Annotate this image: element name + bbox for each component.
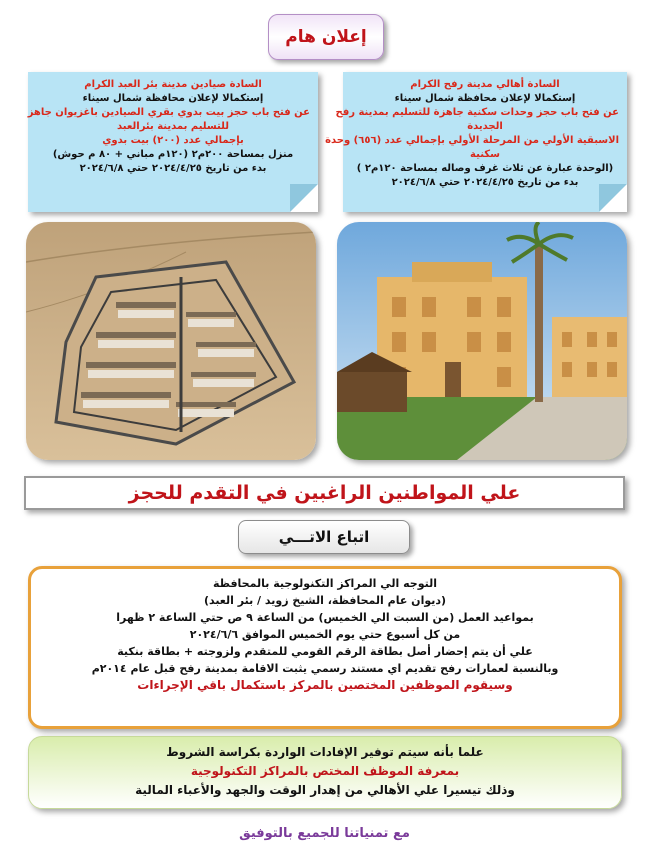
notice-line: (الوحدة عبارة عن ثلاث غرف وصاله بمساحة ١٢٠م٢ )	[356, 163, 614, 174]
notice-line: بإجمالي عدد (٢٠٠) بيت بدوي	[102, 135, 244, 146]
residential-building-photo	[337, 222, 627, 460]
final-note-line: علما بأنه سيتم توفير الإفادات الواردة بكراسة الشروط	[166, 745, 484, 759]
follow-steps-box	[238, 520, 410, 554]
instruction-line: من كل أسبوع حتي يوم الخميس الموافق ٢٠٢٤/٦/٦	[189, 628, 461, 641]
instruction-line: التوجه الي المراكز التكنولوجية بالمحافظة	[212, 577, 438, 590]
bir-al-abd-notice	[28, 72, 318, 212]
final-note-box	[28, 736, 622, 809]
notice-line: السادة صيادين مدينة بئر العبد الكرام	[84, 79, 262, 90]
aerial-village-photo	[26, 222, 316, 460]
instruction-line: علي أن يتم إحضار أصل بطاقة الرقم القومي للمتقدم ولزوجته + بطاقة بنكية	[117, 645, 533, 658]
notice-line: الاسبقية الأولي من المرحلة الأولي بإجمالي عدد (٦٥٦) وحدة	[325, 135, 619, 146]
banner-text: علي المواطنين الراغبين في التقدم للحجز	[128, 482, 521, 504]
page-fold-decoration	[599, 184, 627, 212]
notice-line: بدء من تاريخ ٢٠٢٤/٤/٢٥ حتي ٢٠٢٤/٦/٨	[391, 177, 579, 188]
final-note-line: وذلك تيسيرا علي الأهالي من إهدار الوقت والجهد والأعباء المالية	[135, 783, 515, 797]
notice-line: للتسليم بمدينة بئرالعبد	[117, 121, 229, 132]
instruction-line: (ديوان عام المحافظة، الشيخ زويد / بئر العبد)	[203, 594, 447, 607]
announcement-title: إعلان هام	[285, 27, 367, 47]
closing-wishes: مع تمنياتنا للجميع بالتوفيق	[239, 826, 410, 841]
final-note-line: بمعرفة الموظف المختص بالمراكز التكنولوجية	[190, 764, 460, 778]
notice-line: السادة أهالي مدينة رفح الكرام	[410, 79, 560, 90]
notice-line: منزل بمساحة ٢٠٠م٢ (١٢٠م مباني + ٨٠ م حوش)	[52, 149, 294, 160]
notice-line: عن فتح باب حجز وحدات سكنية جاهزة للتسليم بمدينة رفح	[335, 107, 619, 118]
instructions-box	[28, 566, 622, 729]
instruction-line: وبالنسبة لعمارات رفح تقديم اي مستند رسمي يثبت الاقامة بمدينة رفح قبل عام ٢٠١٤م	[91, 662, 559, 675]
follow-steps-text: اتباع الاتـــي	[278, 528, 370, 546]
notice-line: سكنية	[470, 149, 500, 160]
notice-line: بدء من تاريخ ٢٠٢٤/٤/٢٥ حتي ٢٠٢٤/٦/٨	[79, 163, 267, 174]
notice-line: إستكمالا لإعلان محافظة شمال سيناء	[82, 93, 264, 104]
announcement-title-box	[268, 14, 384, 60]
notice-line: عن فتح باب حجز بيت بدوي بقري الصيادين باغزيوان جاهز	[27, 107, 310, 118]
rafah-notice	[325, 72, 627, 212]
notice-line: الجديدة	[467, 121, 503, 132]
page-fold-decoration	[290, 184, 318, 212]
instruction-line: بمواعيد العمل (من السبت الي الخميس) من الساعة ٩ ص حتي الساعة ٢ ظهرا	[116, 611, 534, 624]
citizens-banner	[24, 476, 625, 510]
notice-line: إستكمالا لإعلان محافظة شمال سيناء	[394, 93, 576, 104]
instruction-line: وسيقوم الموظفين المختصين بالمركز باستكمال باقي الإجراءات	[137, 678, 513, 692]
